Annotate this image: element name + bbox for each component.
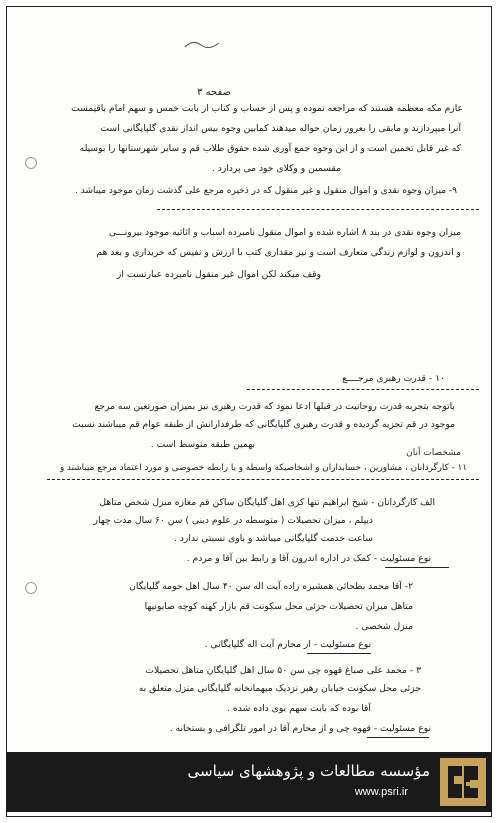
responsibility-underline [367, 737, 429, 738]
section-heading: ۱۱ - کارگردانان ، مشاورین ، حسابداران و اشخاصیکه واسطه و یا رابطه خصوصی و مورد اعتماد مرجع میباشند و [59, 463, 467, 473]
person-detail: جزئی محل سکونت خیابان رهبر نزدیک میهمانخانه گلپایگانی منزل متعلق به [138, 683, 421, 694]
handwritten-mark [183, 37, 221, 51]
person-detail: ۲- آقا محمد بطحائی همشیره زاده آیت اله سن ۴۰ سال اهل حومه گلپایگان [129, 581, 413, 592]
responsibility-line: نوع مسئولیت - قهوه چی و از محارم آقا در امور تلگرافی و بستخانه . [169, 723, 431, 734]
paragraph-line: که غیر قابل تخمین است و از این وجوه جمع آوری شده حقوق طلاب قم و سایر شهرستانها را بوسیله [79, 143, 461, 154]
heading-underline [157, 209, 479, 210]
person-detail: متاهل میزان تحصیلات جزئی محل سکونت قم بازار کهنه کوچه صابونیها [144, 601, 413, 612]
paragraph-line: مقسمین و وکلای خود می پردازد . [211, 163, 341, 174]
institute-title: مؤسسه مطالعات و پژوهشهای سیاسی [187, 762, 430, 780]
person-detail: آقا بوده که بابت سهم بوی داده شده . [227, 703, 371, 714]
paragraph-line: باتوجه بتجربه قدرت روحانیت در قبلها ادعا نمود که قدرت رهبری نیز بمیزان صورتعین سه مرجع [94, 401, 455, 412]
section-heading: ۱۰ - قدرت رهبری مرجــــع [342, 373, 445, 384]
punch-hole [25, 582, 37, 594]
footer-banner [6, 752, 492, 812]
responsibility-underline [385, 567, 449, 568]
person-detail: منزل شخصی . [355, 621, 413, 632]
section-heading: ۹- میزان وجوه نقدی و اموال منقول و غیر منقول که در ذخیره مرجع علی گذشت زمان موجود میباشد . [75, 186, 457, 196]
document-page [6, 6, 492, 817]
responsibility-line: نوع مسئولیت - کمک در اداره اندرون آقا و رابط بین آقا و مردم . [186, 553, 431, 564]
heading-annotation: مشخصات آنان [406, 448, 461, 458]
paragraph-line: عازم مکه معظمه هستند که مراجعه نموده و پس از حساب و کتاب از بابت خمس و سهم امام باقیمست [71, 103, 463, 114]
paragraph-line: بهمین طبقه متوسط است . [150, 439, 255, 450]
person-detail: دیپلم ، میزان تحصیلات ( متوسطه در علوم دینی ) سن ۶۰ سال مدت چهار [93, 515, 373, 526]
responsibility-underline [307, 653, 371, 654]
punch-hole [25, 157, 37, 169]
section-subheading: الف کارگردانان - شیخ ابراهیم تنها کری اهل گلپایگان ساکن قم مغازه منزل شخص متاهل [99, 497, 435, 508]
website-url[interactable]: www.psri.ir [354, 786, 408, 798]
page-heading: صفحه ۳ [197, 87, 231, 98]
person-detail: ساعت خدمت گلپایگانی میباشد و باوی نسبتی ندارد . [174, 533, 373, 544]
responsibility-line: نوع مسئولیت - از محارم آیت اله گلپایگانی . [204, 639, 371, 650]
paragraph-line: وقف میکند لکن اموال غیر منقول نامبرده عبارتست از [116, 269, 321, 280]
paragraph-line: آنرا میپردازند و مابقی را بعرور زمان حواله میدهند کمابین وجوه بیس انداز نقدی گلپایگانی است [100, 123, 461, 134]
psri-logo-icon [440, 758, 486, 806]
paragraph-line: موجود در قم تجزیه گردیده و قدرت رهبری گلپایگانی که طرفدارانش از طبقه عوام قم میباشند نسبت [72, 419, 455, 430]
heading-underline [247, 389, 479, 390]
person-detail: ۳ - محمد علی صباغ قهوه چی سن ۵۰ سال اهل گلپایگان متاهل تحصیلات [145, 665, 421, 676]
paragraph-line: میزان وجوه نقدی در بند ۸ اشاره شده و اموال منقول نامبرده اسباب و اثاثیه موجود بیرونـــی [108, 227, 461, 238]
paragraph-line: و اندرون و لوازم زندگی متعارف است و نیز مقداری کتب با ارزش و نفیس که خریداری و بعد هم [96, 247, 461, 258]
heading-underline [47, 479, 479, 480]
